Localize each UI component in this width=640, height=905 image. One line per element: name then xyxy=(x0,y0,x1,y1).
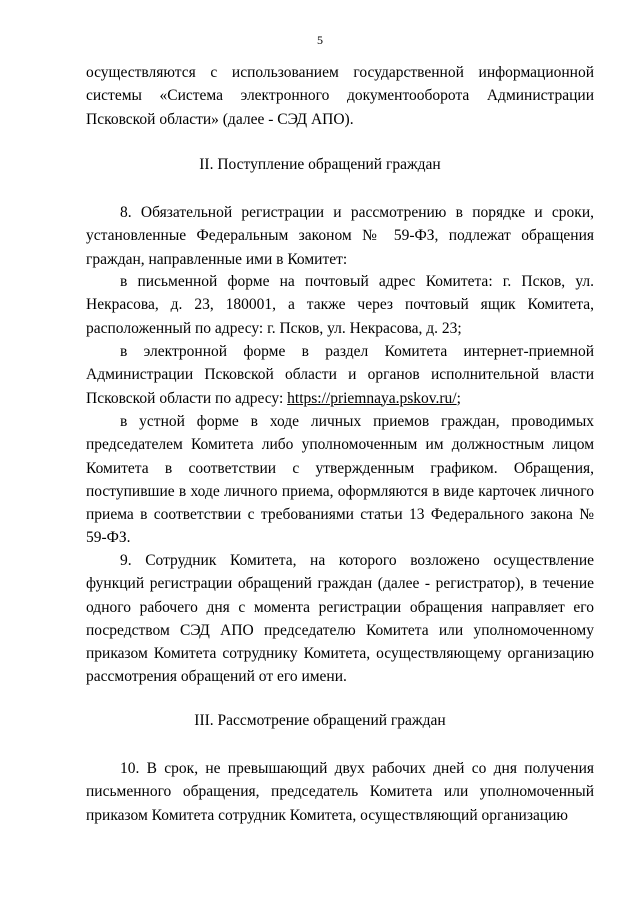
page-number: 5 xyxy=(317,33,323,47)
electronic-end: ; xyxy=(456,389,461,407)
paragraph-8: 8. Обязательной регистрации и рассмотрению в порядке и сроки, установленные Федеральным законом № 59-ФЗ, подлежат обращения граждан, направленные ими в Комитет: xyxy=(86,204,594,268)
section-heading-2: II. Поступление обращений граждан xyxy=(199,156,441,173)
priemnaya-link[interactable]: https://priemnaya.pskov.ru/ xyxy=(287,389,457,407)
paragraph-9: 9. Сотрудник Комитета, на которого возложено осуществление функций регистрации обращений граждан (далее - регистратор), в течение одного рабочего дня с момента регистрации обращения направляет его посредством СЭД АПО председателю Комитета или уполномоченному приказом Комитета сотруднику Комитета, осуществляющему организацию рассмотрения обращений от его имени. xyxy=(86,552,594,686)
paragraph-intro: осуществляются с использованием государственной информационной системы «Система электронного документооборота Администрации Псковской области» (далее - СЭД АПО). xyxy=(86,64,594,128)
paragraph-8-electronic xyxy=(86,340,594,410)
electronic-text: в электронной форме в раздел Комитета интернет-приемной Администрации Псковской области и органов исполнительной власти Псковской области по адресу: xyxy=(86,343,594,407)
paragraph-8-oral: в устной форме в ходе личных приемов граждан, проводимых председателем Комитета либо уполномоченным им должностным лицом Комитета в соответствии с утвержденным графиком. Обращения, поступившие в ходе личного приема, оформляются в виде карточек личного приема в соответствии с требованиями статьи 13 Федерального закона № 59-ФЗ. xyxy=(86,413,594,547)
section-heading-3: III. Рассмотрение обращений граждан xyxy=(194,712,446,729)
paragraph-8-mail: в письменной форме на почтовый адрес Комитета: г. Псков, ул. Некрасова, д. 23, 180001, а также через почтовый ящик Комитета, расположенный по адресу: г. Псков, ул. Некрасова, д. 23; xyxy=(86,273,594,337)
paragraph-10: 10. В срок, не превышающий двух рабочих дней со дня получения письменного обращения, председатель Комитета или уполномоченный приказом Комитета сотрудник Комитета, осуществляющий организацию xyxy=(86,760,594,824)
